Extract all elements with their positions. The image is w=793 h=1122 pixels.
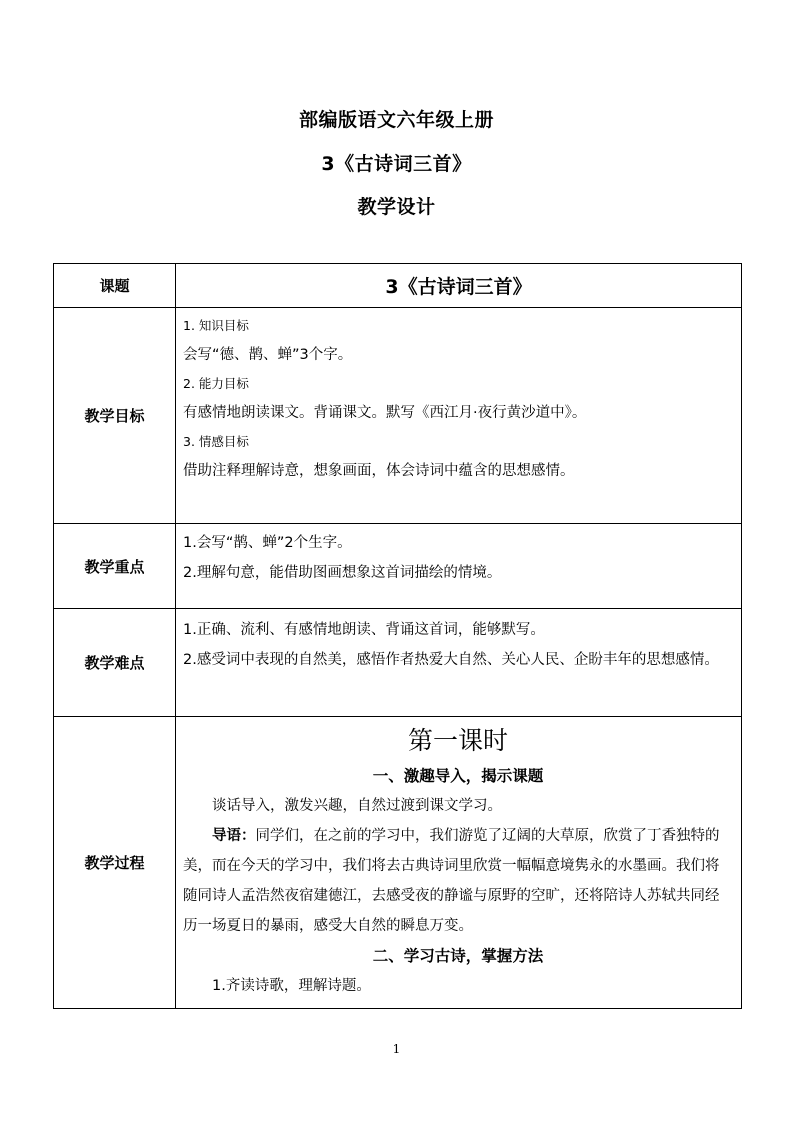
table-row-process	[54, 717, 742, 1009]
table-row-difficulties	[54, 609, 742, 717]
topic-label: 课题	[54, 264, 176, 308]
section-2-title: 二、学习古诗，掌握方法	[372, 947, 544, 965]
goal-knowledge-head: 1. 知识目标	[183, 318, 249, 333]
guide-label: 导语：	[212, 827, 256, 844]
document-title: 部编版语文六年级上册	[298, 109, 494, 131]
goal-ability-head: 2. 能力目标	[183, 376, 249, 391]
document-subtitle: 教学设计	[357, 196, 436, 218]
topic-value: 3《古诗词三首》	[176, 264, 742, 308]
goals-label: 教学目标	[54, 308, 176, 524]
section-1-title: 一、激趣导入，揭示课题	[372, 767, 544, 785]
goal-ability-text: 有感情地朗读课文。背诵课文。默写《西江月·夜行黄沙道中》。	[183, 405, 587, 421]
guide-text: 同学们，在之前的学习中，我们游览了辽阔的大草原，欣赏了丁香独特的美，而在今天的学习中，我们将去古典诗词里欣赏一幅幅意境隽永的水墨画。我们将随同诗人孟浩然夜宿建德江，去感受夜的静谧与原野的空旷，还将陪诗人苏轼共同经历一场夏日的暴雨，感受大自然的瞬息万变。	[183, 828, 720, 934]
process-content	[176, 717, 742, 1009]
difficulty-1: 1.正确、流利、有感情地朗读、背诵这首词，能够默写。	[183, 622, 545, 638]
difficulties-content	[176, 609, 742, 717]
table-row-topic	[54, 264, 742, 308]
table-row-goals	[54, 308, 742, 524]
table-row-key-points	[54, 524, 742, 609]
lesson-title: 3《古诗词三首》	[321, 153, 472, 175]
difficulty-2: 2.感受词中表现的自然美，感悟作者热爱大自然、关心人民、企盼丰年的思想感情。	[183, 652, 719, 668]
key-point-1: 1.会写“鹊、蝉”2个生字。	[183, 535, 352, 551]
key-points-content	[176, 524, 742, 609]
page-number: 1	[392, 1042, 401, 1056]
section-1-text: 谈话导入，激发兴趣，自然过渡到课文学习。	[212, 798, 502, 814]
goals-content	[176, 308, 742, 524]
lesson-period-title: 第一课时	[407, 726, 508, 755]
guide-paragraph	[183, 821, 733, 941]
difficulties-label: 教学难点	[54, 609, 176, 717]
goal-knowledge-text: 会写“德、鹊、蝉”3个字。	[183, 347, 353, 363]
key-points-label: 教学重点	[54, 524, 176, 609]
key-point-2: 2.理解句意，能借助图画想象这首词描绘的情境。	[183, 565, 502, 581]
goal-emotion-head: 3. 情感目标	[183, 434, 249, 449]
process-label: 教学过程	[54, 717, 176, 1009]
goal-emotion-text: 借助注释理解诗意，想象画面，体会诗词中蕴含的思想感情。	[183, 463, 575, 479]
section-2-item-1: 1.齐读诗歌，理解诗题。	[212, 978, 371, 994]
lesson-plan-table	[53, 263, 742, 1009]
